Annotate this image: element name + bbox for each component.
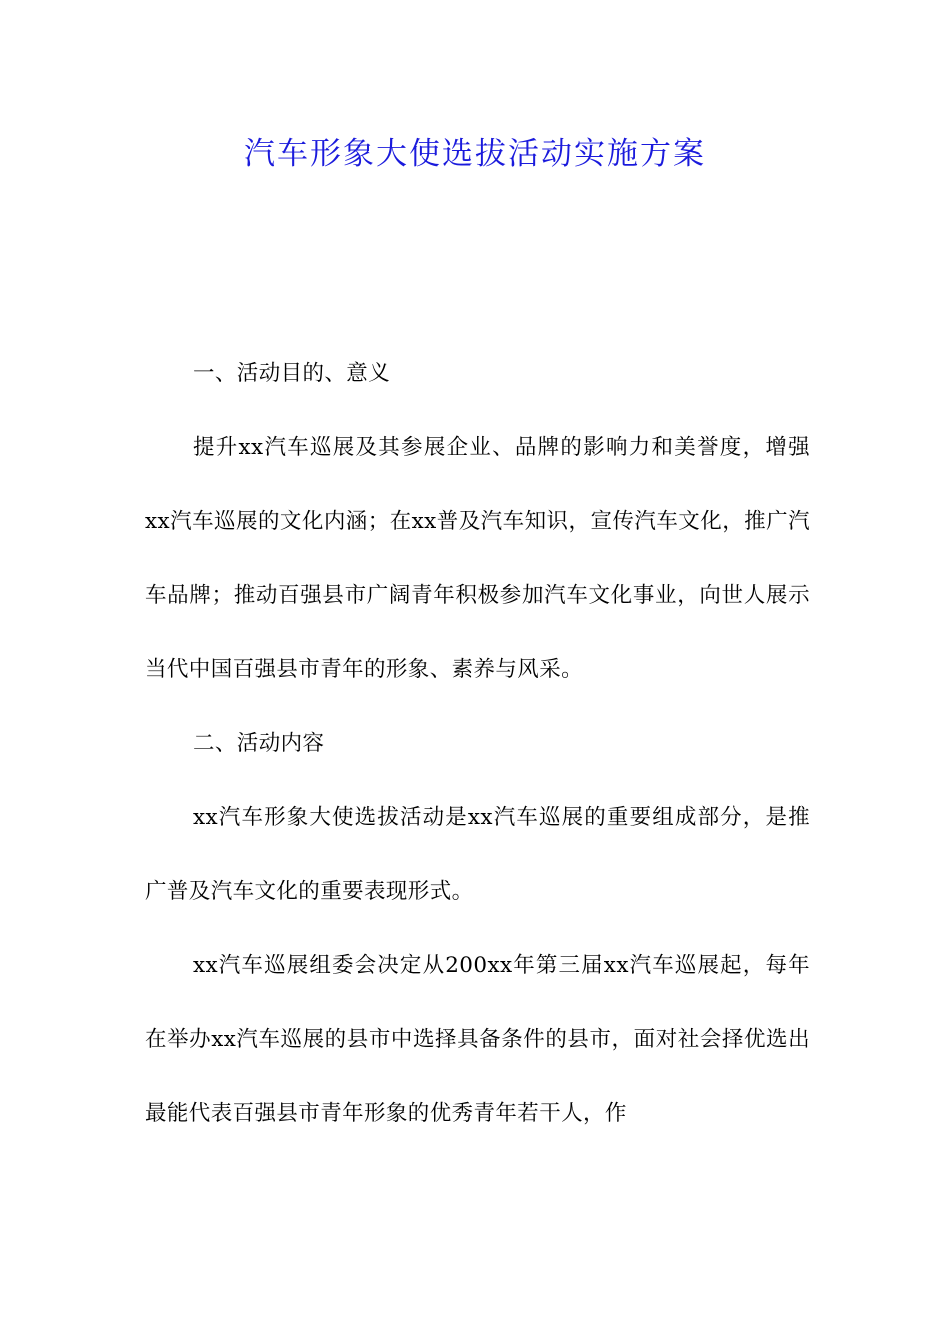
section-heading-purpose: 一、活动目的、意义: [193, 361, 391, 386]
paragraph-purpose: 提升xx汽车巡展及其参展企业、品牌的影响力和美誉度，增强xx汽车巡展的文化内涵；在xx普及汽车知识，宣传汽车文化，推广汽车品牌；推动百强县市广阔青年积极参加汽车文化事业，向世人展示当代中国百强县市青年的形象、素养与风采。: [145, 435, 810, 682]
paragraph-content-2: xx汽车巡展组委会决定从200xx年第三届xx汽车巡展起，每年在举办xx汽车巡展的县市中选择具备条件的县市，面对社会择优选出最能代表百强县市青年形象的优秀青年若干人，作: [145, 953, 810, 1126]
document-title: 汽车形象大使选拔活动实施方案: [244, 136, 706, 172]
paragraph-content-1: xx汽车形象大使选拔活动是xx汽车巡展的重要组成部分，是推广普及汽车文化的重要表现形式。: [145, 805, 810, 904]
document-body: [145, 337, 810, 1151]
section-heading-content: 二、活动内容: [193, 731, 325, 756]
